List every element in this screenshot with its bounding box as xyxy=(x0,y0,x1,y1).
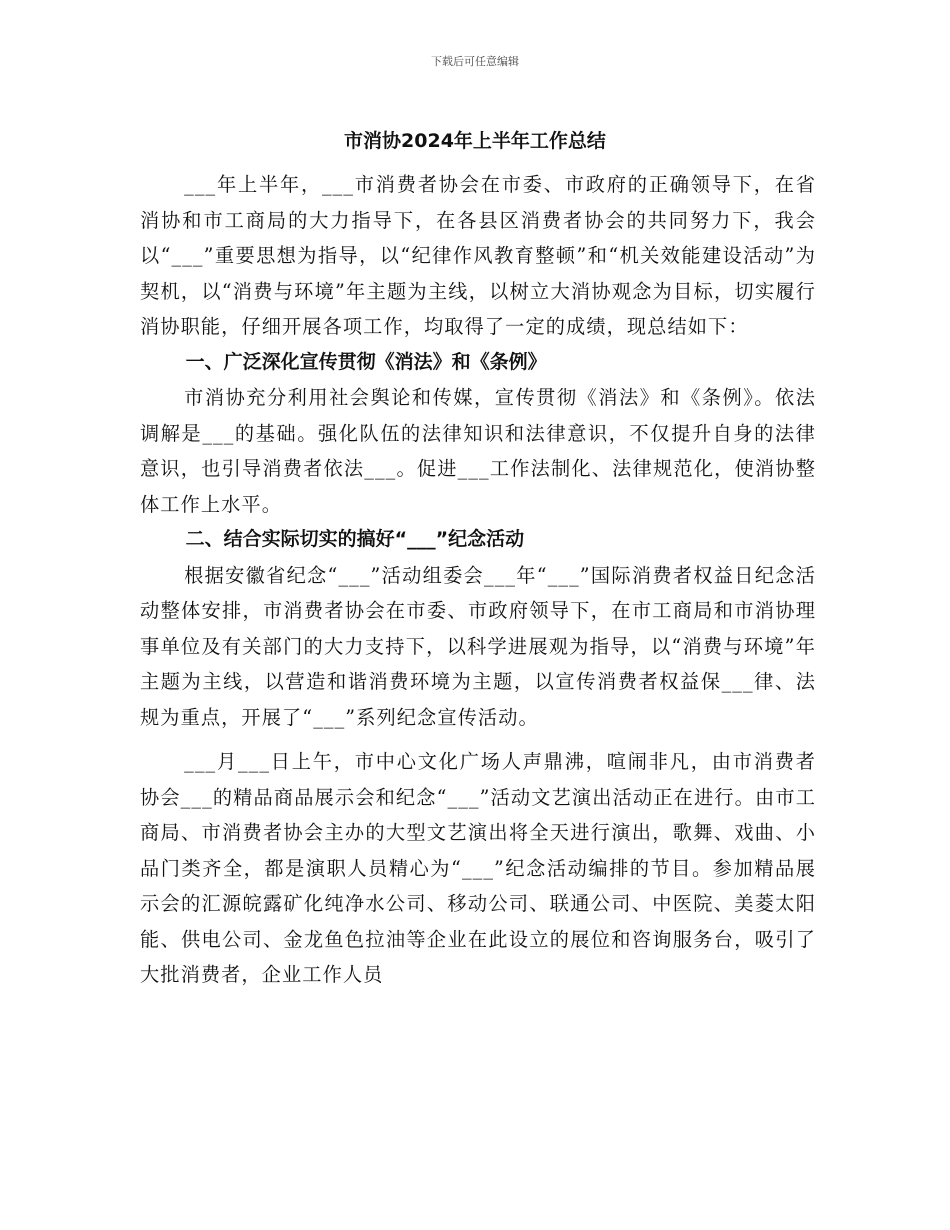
document-body xyxy=(140,167,816,993)
section-2-paragraph-1: 根据安徽省纪念“___”活动组委会___年“___”国际消费者权益日纪念活动整体安排，市消费者协会在市委、市政府领导下，在市工商局和市消协理事单位及有关部门的大力支持下，以科学进展观为指导，以“消费与环境”年主题为主线，以营造和谐消费环境为主题，以宣传消费者权益保___律、法规为重点，开展了“___”系列纪念宣传活动。 xyxy=(140,563,816,729)
section-1-paragraph: 市消协充分利用社会舆论和传媒，宣传贯彻《消法》和《条例》。依法调解是___的基础。强化队伍的法律知识和法律意识，不仅提升自身的法律意识，也引导消费者依法___。促进___工作法制化、法律规范化，使消协整体工作上水平。 xyxy=(140,386,816,516)
intro-paragraph: ___年上半年，___市消费者协会在市委、市政府的正确领导下，在省消协和市工商局的大力指导下，在各县区消费者协会的共同努力下，我会以“___”重要思想为指导，以“纪律作风教育整顿”和“机关效能建设活动”为契机，以“消费与环境”年主题为主线，以树立大消协观念为目标，切实履行消协职能，仔细开展各项工作，均取得了一定的成绩，现总结如下： xyxy=(140,173,816,338)
paragraph-spacer xyxy=(140,735,816,744)
page-header-note: 下载后可任意编辑 xyxy=(431,55,519,68)
section-1-heading: 一、广泛深化宣传贯彻《消法》和《条例》 xyxy=(185,350,547,373)
document-title: 市消协2024年上半年工作总结 xyxy=(344,130,606,152)
section-2-heading: 二、结合实际切实的搞好“___”纪念活动 xyxy=(185,528,525,550)
section-2-paragraph-2: ___月___日上午，市中心文化广场人声鼎沸，喧闹非凡，由市消费者协会___的精品商品展示会和纪念“___”活动文艺演出活动正在进行。由市工商局、市消费者协会主办的大型文艺演出将全天进行演出，歌舞、戏曲、小品门类齐全，都是演职人员精心为“___”纪念活动编排的节目。参加精品展示会的汇源皖露矿化纯净水公司、移动公司、联通公司、中医院、美菱太阳能、供电公司、金龙鱼色拉油等企业在此设立的展位和咨询服务台，吸引了大批消费者，企业工作人员 xyxy=(140,750,816,986)
